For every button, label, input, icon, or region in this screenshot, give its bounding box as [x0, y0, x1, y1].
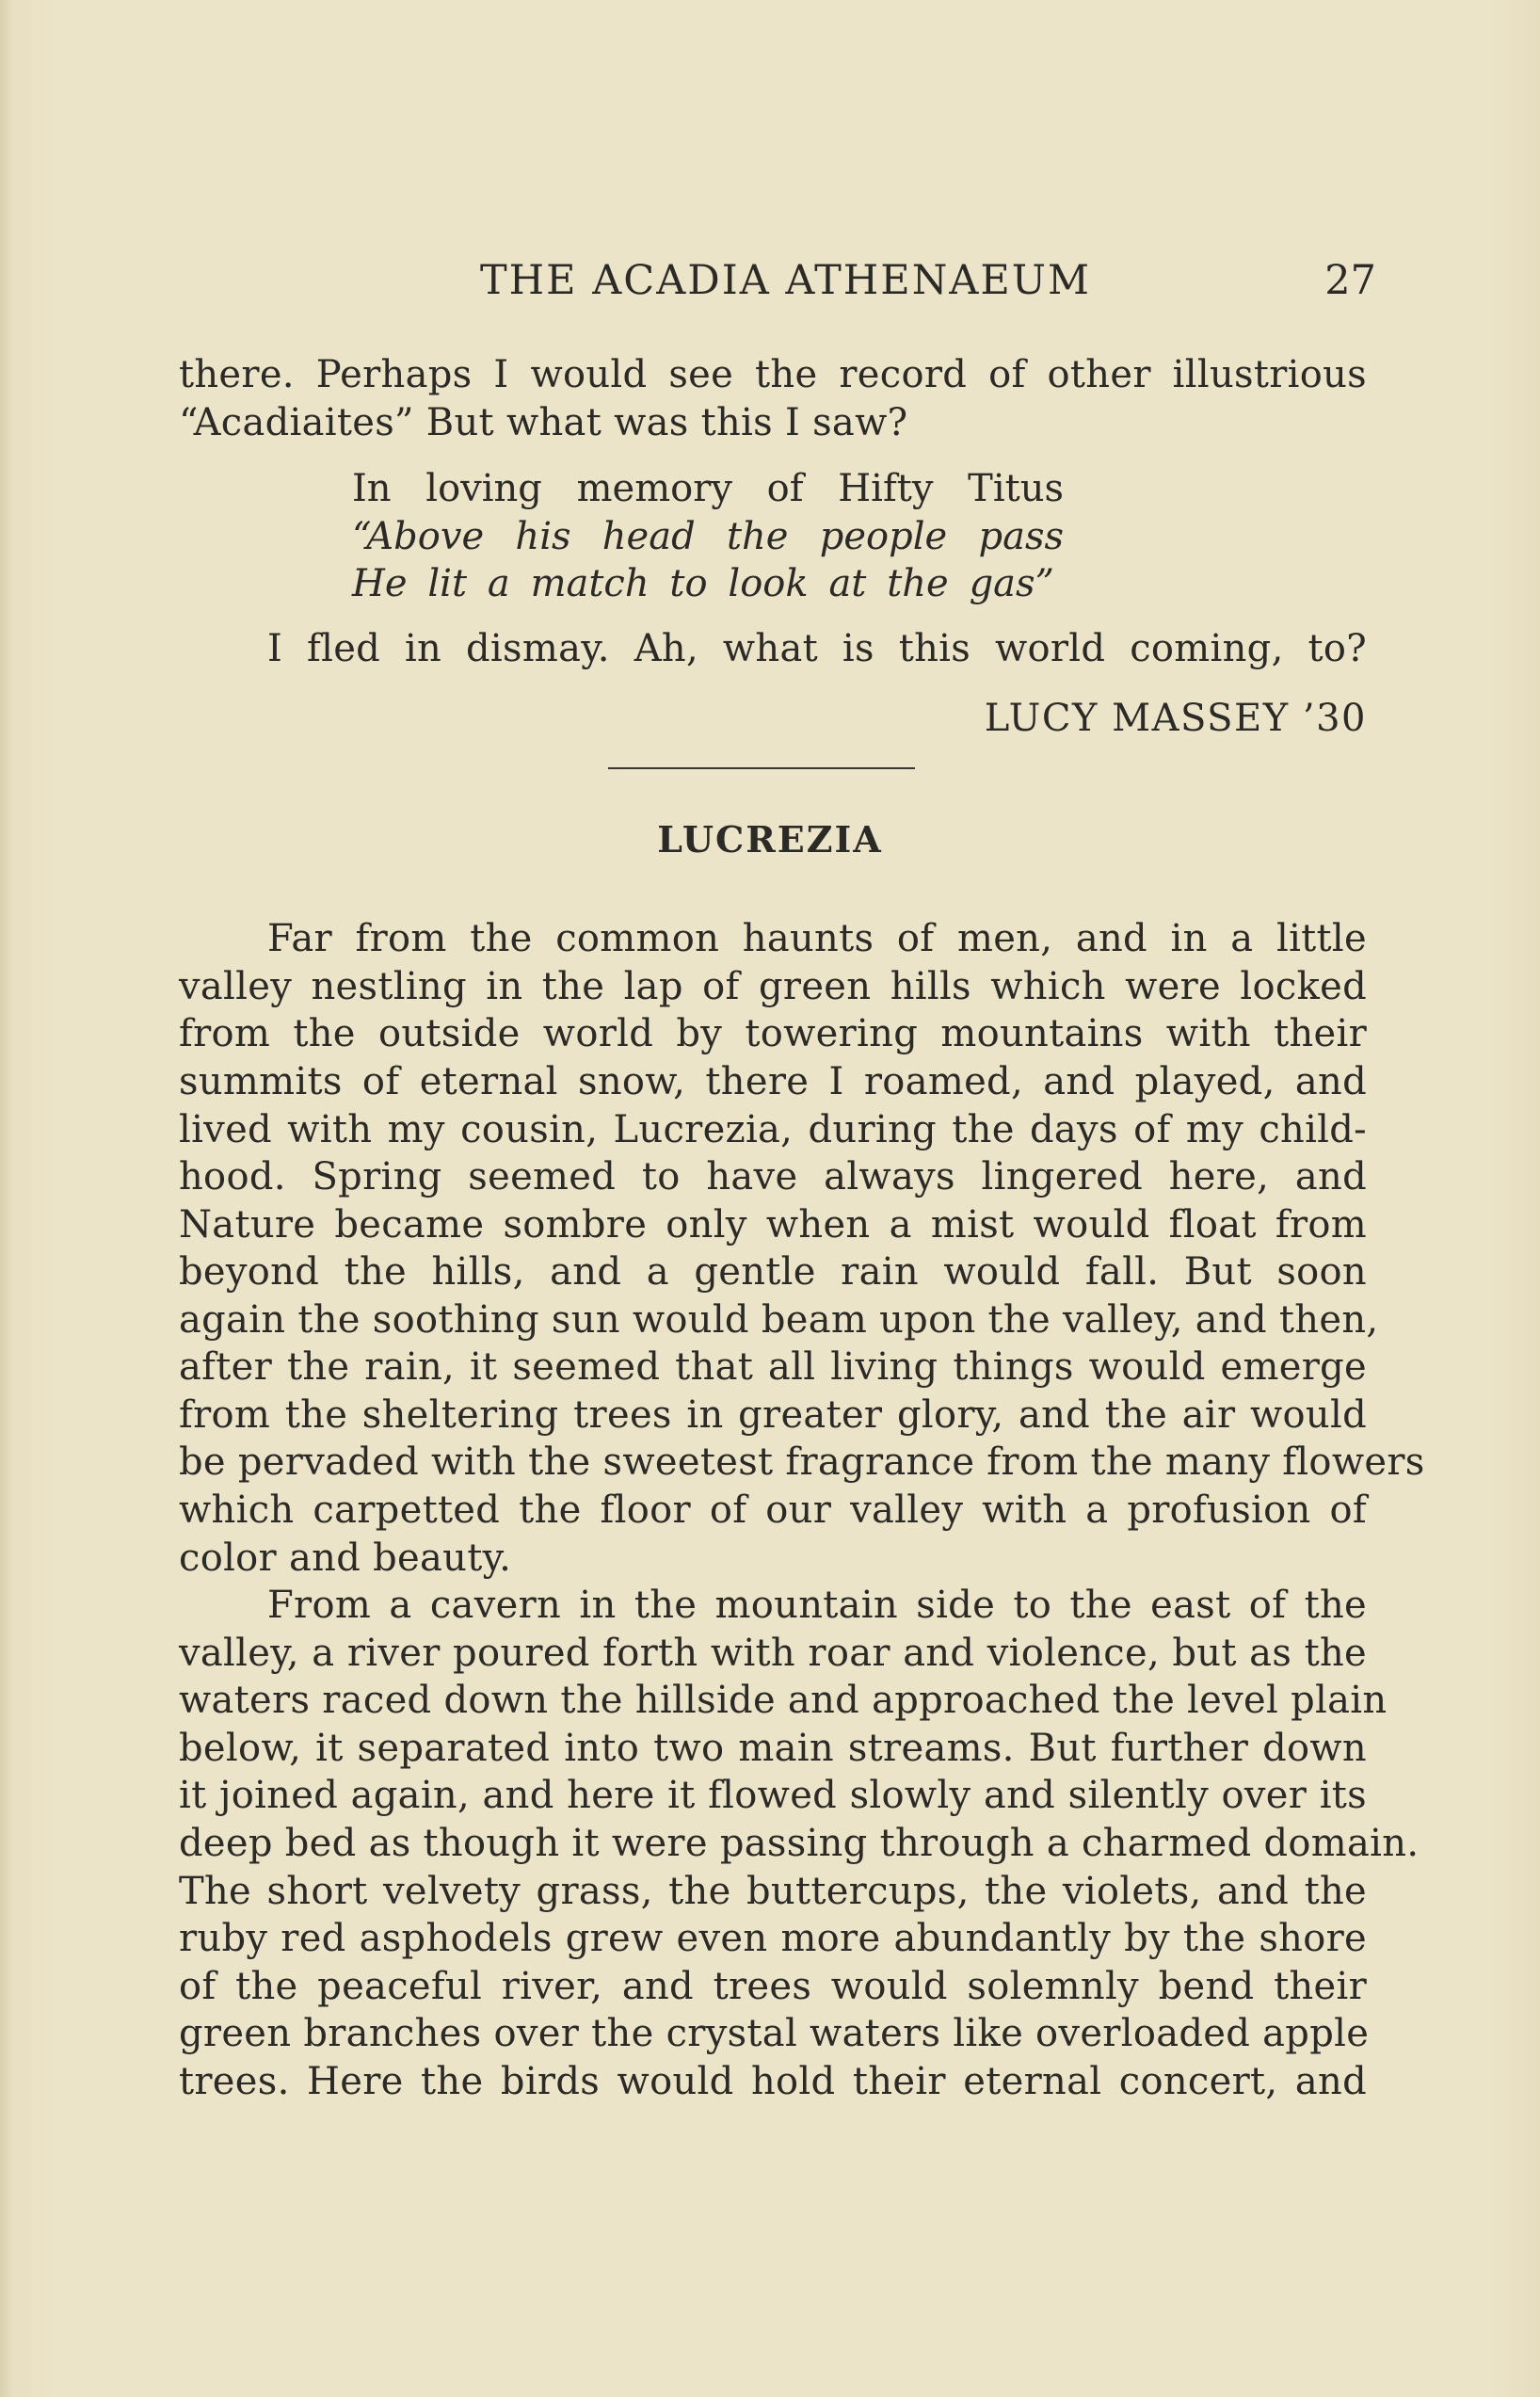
paragraph-line: valley nestling in the lap of green hills which were locked — [179, 965, 1367, 1008]
paragraph-line: beyond the hills, and a gentle rain would fall. But soon — [179, 1250, 1367, 1294]
intro-line: there. Perhaps I would see the record of other illustrious — [179, 353, 1367, 396]
paragraph-line: summits of eternal snow, there I roamed, and played, and — [179, 1060, 1367, 1103]
paragraph-line: The short velvety grass, the buttercups, the violets, and the — [179, 1870, 1367, 1913]
epitaph-line: “Above his head the people pass — [352, 515, 1064, 558]
paragraph-line: it joined again, and here it flowed slowly and silently over its — [179, 1774, 1367, 1817]
paragraph-line: lived with my cousin, Lucrezia, during the days of my child- — [179, 1108, 1367, 1151]
paragraph-line: ruby red asphodels grew even more abundantly by the shore — [179, 1917, 1367, 1960]
paragraph-line: Nature became sombre only when a mist would float from — [179, 1203, 1367, 1247]
paragraph-line: below, it separated into two main streams. But further down — [179, 1727, 1367, 1770]
page-number: 27 — [1324, 257, 1376, 304]
author-byline: LUCY MASSEY ’30 — [984, 697, 1367, 740]
paragraph-line: be pervaded with the sweetest fragrance from the many flowers — [179, 1440, 1425, 1484]
paragraph-line: from the sheltering trees in greater glory, and the air would — [179, 1393, 1367, 1437]
closing-line: I fled in dismay. Ah, what is this world coming, to? — [267, 627, 1367, 670]
paragraph-line: trees. Here the birds would hold their eternal concert, and — [179, 2060, 1367, 2103]
paragraph-line: after the rain, it seemed that all living things would emerge — [179, 1345, 1367, 1389]
page-header — [179, 252, 1376, 309]
paragraph-line: deep bed as though it were passing through a charmed domain. — [179, 1822, 1420, 1865]
intro-line: “Acadiaites” But what was this I saw? — [179, 401, 908, 444]
running-title: THE ACADIA ATHENAEUM — [480, 257, 1092, 304]
paragraph-line: green branches over the crystal waters like overloaded apple — [179, 2012, 1370, 2055]
paragraph-line: valley, a river poured forth with roar and violence, but as the — [179, 1632, 1367, 1675]
paragraph-line: which carpetted the floor of our valley with a profusion of — [179, 1488, 1367, 1532]
epitaph-line: He lit a match to look at the gas” — [352, 562, 1054, 605]
paragraph-line: again the soothing sun would beam upon the valley, and then, — [179, 1298, 1379, 1342]
paragraph-line: hood. Spring seemed to have always lingered here, and — [179, 1155, 1367, 1198]
section-divider — [608, 767, 915, 769]
article-title: LUCREZIA — [657, 818, 883, 861]
paragraph-line: waters raced down the hillside and approached the level plain — [179, 1679, 1388, 1722]
paragraph-line: color and beauty. — [179, 1536, 512, 1580]
paragraph-line: from the outside world by towering mountains with their — [179, 1012, 1367, 1055]
epitaph-line: In loving memory of Hifty Titus — [352, 467, 1064, 510]
paragraph-line: Far from the common haunts of men, and in a little — [267, 917, 1367, 960]
paragraph-line: From a cavern in the mountain side to the east of the — [267, 1584, 1367, 1627]
paragraph-line: of the peaceful river, and trees would solemnly bend their — [179, 1965, 1367, 2008]
